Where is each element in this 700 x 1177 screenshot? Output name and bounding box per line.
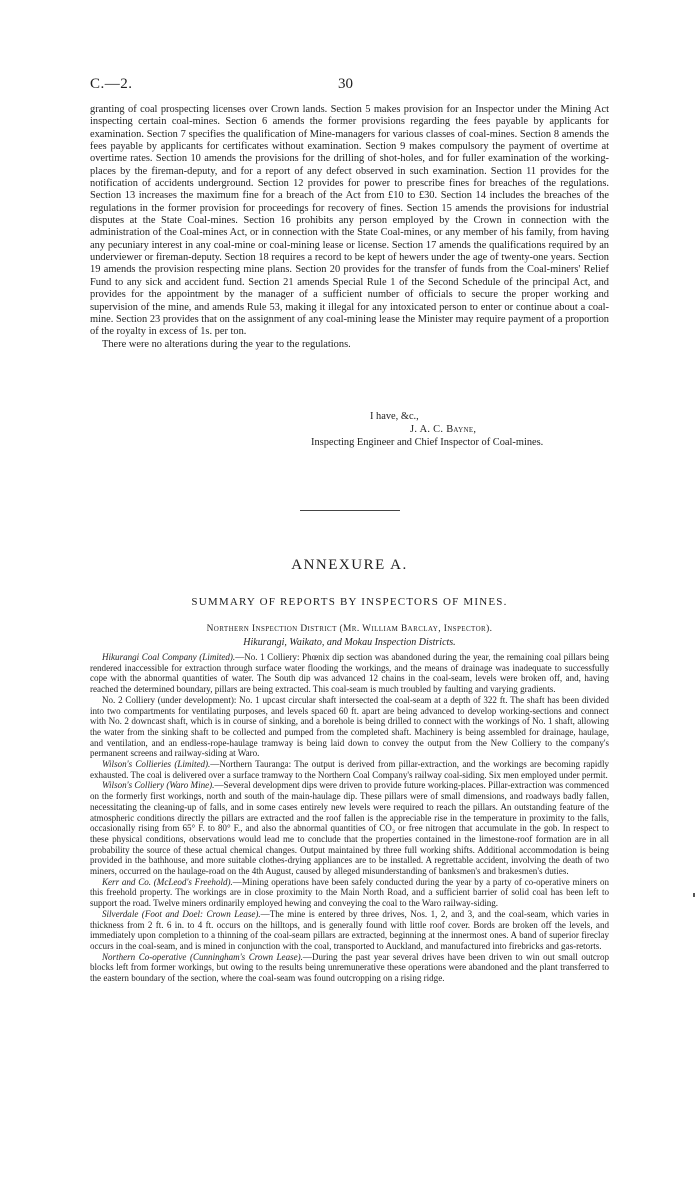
report-paragraph (90, 780, 609, 876)
report-text: No. 2 Colliery (under development): No. 1 upcast circular shaft intersected the coal-seam at a depth of 322 ft. The shaft has been divided into two compartments for ventilating purposes, and levels spaced 60 ft. apart are being advanced to develop working-sections and connect with No. 2 downcast shaft, which is in course of sinking, and a borehole is being drilled to connect with the workings of No. 1 shaft, allowing the water from the sinking shaft to be collected and pumped from the completed shaft. Machinery is being assembled for drainage, haulage, and ventilation, and an endless-rope-haulage tramway is being laid down to convey the output from the New Colliery to the company's permanent screens and railway-siding at Waro. (90, 694, 609, 759)
annexure-title: ANNEXURE A. (291, 557, 408, 573)
report-heading: Silverdale (Foot and Doel: Crown Lease). (102, 908, 261, 919)
report-text: —Several development dips were driven to provide future working-places. Pillar-extraction was commenced on the formerly first workings, north and south of the main-haulage dip. These pillars were of small dimensions, and roadways badly fallen, necessitating the cleaning-up of falls, and in some cases entirely new levels were required to reach the pillars. An outstanding feature of the atmospheric conditions directly the pillars are extracted and the roof fallen is the appreciable rise in the temperature in proximity to the falls, occasionally rising from 65° F. to 80° F., and also the abnormal quantities of CO₂ or free nitrogen that accumulate in the gob. In respect to these physical conditions, observations would lead me to conclude that the properties contained in the limestone-roof formation are in all probability the source of these actual chemical changes. Output maintained by three full working shifts. Additional accommodation is being provided in the bathhouse, and more suitable clothes-drying appliances are to be installed. A regrettable accident, involving the death of two miners, occurred on the haulage-road on the 4th August, caused by alleged misunderstanding of banksmen's and brakesmen's duties. (90, 780, 610, 877)
report-heading: Northern Co-operative (Cunningham's Crown Lease). (102, 951, 303, 962)
report-text: —The mine is entered by three drives, Nos. 1, 2, and 3, and the coal-seam, which varies in thickness from 2 ft. 6 in. to 4 ft. occurs on the hilltops, and is generally found with little roof cover. Bords are broken off the levels, and immediately upon completion to a thinning of the coal-seam pillars are extracted, beginning at the innermost ones. A band of superior fireclay occurs in the coal-seam, and is mined in conjunction with the coal, transported to Auckland, and manufactured into firebricks and gas-retorts. (90, 908, 609, 951)
subdistricts-heading: Hikurangi, Waikato, and Mokau Inspection Districts. (243, 637, 456, 648)
report-text: —Northern Tauranga: The output is derived from pillar-extraction, and the workings are becoming rapidly exhausted. The coal is delivered over a surface tramway to the Northern Coal Company's railway coal-siding. Six men employed under permit. (90, 759, 609, 780)
intro-paragraph: granting of coal prospecting licenses over Crown lands. Section 5 makes provision for an Inspector under the Mining Act inspecting certain coal-mines. Section 6 amends the former provisions regarding the fees payable by applicants for examination. Section 7 specifies the qualification of Mine-managers for various classes of coal-mines. Section 8 amends the fees payable by applicants for certificates without examination. Section 9 makes compulsory the payment of overtime at overtime rates. Section 10 amends the provisions for the drilling of shot-holes, and for fuller examination of the working-places by the fireman-deputy, and for a report of any defect observed in such examination. Section 11 provides for the notification of accidents underground. Section 12 provides for power to prescribe fines for breaches of the regulations. Section 13 increases the maximum fine for a breach of the Act from £10 to £30. Section 14 includes the breaches of the regulations in the former provision for proceedings for recovery of fines. Section 15 amends the provisions for industrial disputes at the State Coal-mines. Section 16 prohibits any person employed by the Crown in connection with the administration of the Coal-mines Act, or in connection with the State Coal-mines, or any member of his family, from having any pecuniary interest in any coal-mine or coal-mining lease or license. Section 17 amends the qualifications required by an underviewer or fireman-deputy. Section 18 requires a record to be kept of hewers under the age of twenty-one years. Section 19 amends the provision respecting mine plans. Section 20 provides for the transfer of funds from the Coal-miners' Relief Fund to any sick and accident fund. Section 21 amends Special Rule 1 of the Second Schedule of the principal Act, and provides for the appointment by the manager of a sufficient number of officials to secure the proper working and supervision of the mine, and amends Rule 53, making it illegal for any intoxicated person to enter or continue about a coal-mine. Section 23 provides that on the assignment of any coal-mining lease the Minister may require payment of a proportion of the royalty in excess of 1s. per ton. (90, 104, 609, 338)
report-text: —Mining operations have been safely conducted during the year by a party of co-operative miners on this freehold property. The workings are in close proximity to the Main North Road, and a sufficient barrier of solid coal has been left to support the road. Twelve miners ordinarily employed hewing and conveying the coal to the Waro railway-siding. (90, 876, 609, 909)
district-heading-text: Northern Inspection District (Mr. William Barclay, Inspector). (206, 624, 493, 634)
summary-title: SUMMARY OF REPORTS BY INSPECTORS OF MINES. (191, 596, 508, 608)
report-paragraph (90, 759, 609, 780)
signature-name: J. A. C. Bayne, (410, 424, 477, 435)
report-text: —During the past year several drives have been driven to win out small outcrop blocks left from former workings, but owing to the results being unremunerative these operations were abandoned and the plant transferred to the eastern boundary of the section, where the coal-seam was found outcropping on a rising ridge. (90, 951, 609, 984)
report-paragraph (90, 952, 609, 984)
section-divider (300, 510, 400, 511)
page-header (90, 76, 610, 96)
report-heading: Hikurangi Coal Company (Limited). (102, 652, 236, 662)
signature-salutation: I have, &c., (370, 411, 419, 422)
report-paragraph (90, 695, 609, 759)
intro-closing: There were no alterations during the year to the regulations. (102, 338, 351, 350)
report-heading: Wilson's Colliery (Waro Mine). (102, 780, 215, 791)
page-reference: C.—2. (90, 76, 133, 92)
report-paragraph (90, 652, 609, 695)
report-paragraph (90, 877, 609, 909)
report-heading: Wilson's Collieries (Limited). (102, 759, 211, 770)
report-heading: Kerr and Co. (McLeod's Freehold). (102, 876, 233, 887)
district-heading (90, 624, 609, 634)
scan-speck (693, 893, 695, 897)
page-number: 30 (338, 76, 353, 92)
reports-body (90, 652, 609, 984)
report-paragraph (90, 909, 609, 952)
intro-section (90, 104, 609, 351)
report-text: —No. 1 Colliery: Phœnix dip section was abandoned during the year, the remaining coal pillars being rendered inaccessible for extraction through surface water flooding the workings, and the means of drainage was inadequate to successfully cope with the abnormal quantities of water. The South dip was advanced 12 chains in the coal-seam, levels were broken off, and, having reached the determined boundary, pillars are being extracted. This coal-seam is much troubled by faulting and varying gradients. (90, 652, 609, 695)
signature-title: Inspecting Engineer and Chief Inspector of Coal-mines. (311, 437, 544, 448)
